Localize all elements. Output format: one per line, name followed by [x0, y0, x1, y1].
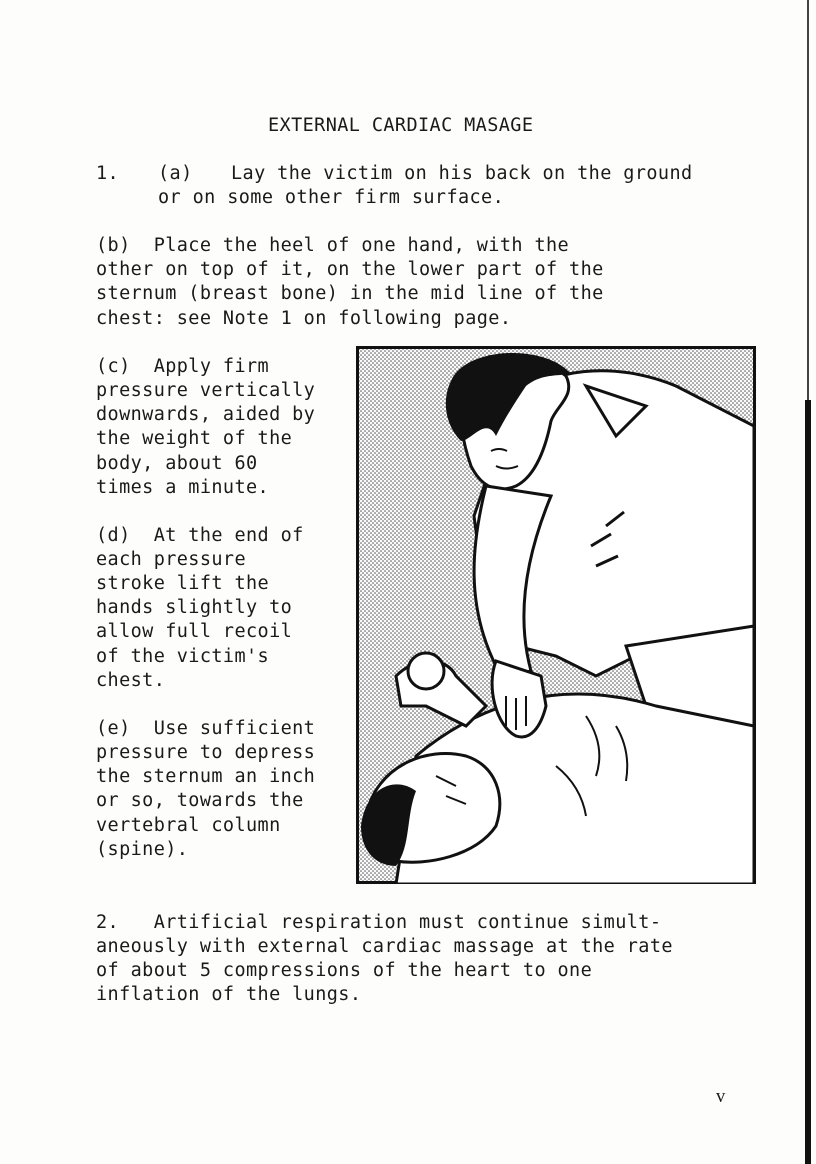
step1-a-line2: or on some other firm surface.: [158, 187, 505, 208]
step1-a-line1: Lay the victim on his back on the ground: [231, 163, 693, 184]
cpr-illustration: [356, 346, 756, 884]
step1-a-label: (a): [158, 163, 193, 184]
step-e-line3: the sternum an inch: [96, 766, 316, 787]
step-d-line4: hands slightly to: [96, 597, 293, 618]
step-d-line5: allow full recoil: [96, 621, 293, 642]
step-c-line1: (c) Apply firm: [96, 356, 270, 377]
page-edge-bar: [805, 400, 811, 1164]
step-c-line6: times a minute.: [96, 477, 270, 498]
page-title: EXTERNAL CARDIAC MASAGE: [268, 115, 534, 136]
step2-line1: 2. Artificial respiration must continue simult-: [96, 912, 662, 933]
step2-line4: inflation of the lungs.: [96, 984, 362, 1005]
step-d-line3: stroke lift the: [96, 573, 270, 594]
page-number: v: [716, 1087, 726, 1107]
page-edge-shadow: [807, 0, 809, 400]
step-d-line6: of the victim's: [96, 646, 270, 667]
step-b-line2: other on top of it, on the lower part of the: [96, 259, 604, 280]
step2-line2: aneously with external cardiac massage at the rate: [96, 936, 673, 957]
step-b-line4: chest: see Note 1 on following page.: [96, 308, 512, 329]
step-e-line4: or so, towards the: [96, 790, 304, 811]
step-e-line6: (spine).: [96, 839, 189, 860]
step-e-line1: (e) Use sufficient: [96, 718, 316, 739]
step-d-line1: (d) At the end of: [96, 525, 304, 546]
step-c-line4: the weight of the: [96, 428, 293, 449]
step-c-line3: downwards, aided by: [96, 404, 316, 425]
step-d-line2: each pressure: [96, 549, 246, 570]
step-d-line7: chest.: [96, 670, 166, 691]
step-b-line3: sternum (breast bone) in the mid line of the: [96, 283, 604, 304]
step2-line3: of about 5 compressions of the heart to one: [96, 960, 593, 981]
step1-number: 1.: [96, 163, 120, 184]
step-e-line2: pressure to depress: [96, 742, 316, 763]
step-b-line1: (b) Place the heel of one hand, with the: [96, 235, 570, 256]
step-c-line2: pressure vertically: [96, 380, 316, 401]
step-c-line5: body, about 60: [96, 453, 258, 474]
step-e-line5: vertebral column: [96, 815, 281, 836]
